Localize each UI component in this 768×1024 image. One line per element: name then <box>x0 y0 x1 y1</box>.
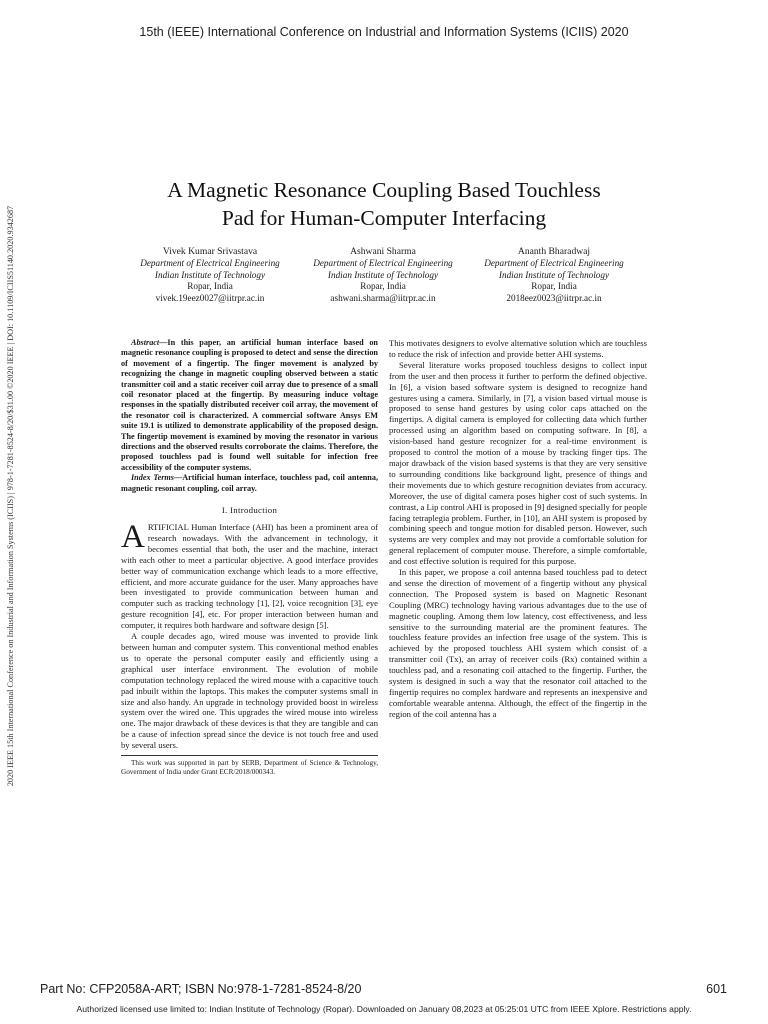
abstract <box>121 338 378 473</box>
author-location: Ropar, India <box>531 281 577 292</box>
part-number: Part No: CFP2058A-ART; ISBN No:978-1-7281-8524-8/20 <box>40 982 362 996</box>
author-inst: Indian Institute of Technology <box>154 269 266 280</box>
intro-paragraph-2: A couple decades ago, wired mouse was invented to provide link between human and computer system. This conventional method enables us to operate the personal computer easily and efficiently using a graphical user interface environment. The evolution of mobile computation technology replaced the wired mouse with a capacitive touch pad inbuilt within the laptops. This makes the computer systems small in size and also handy. An upgrade in technology provided boost in wireless system over the wired one. This upgrades the wired mouse into wireless one. The major drawback of these devices is that they are tangible and can be a cause of infection spread since the device is not touch free and used by several users. <box>121 631 378 751</box>
title-line-1: A Magnetic Resonance Coupling Based Touchless <box>167 178 601 202</box>
author-location: Ropar, India <box>360 281 406 292</box>
section-heading-introduction: I. Introduction <box>221 505 278 516</box>
conference-header: 15th (IEEE) International Conference on Industrial and Information Systems (ICIIS) 2020 <box>139 25 629 39</box>
author-1 <box>110 246 310 305</box>
author-dept: Department of Electrical Engineering <box>140 257 280 268</box>
index-terms-label: Index Terms <box>131 473 174 483</box>
left-column <box>121 338 378 777</box>
author-email: ashwani.sharma@iitrpr.ac.in <box>330 293 436 304</box>
author-dept: Department of Electrical Engineering <box>484 257 624 268</box>
drop-cap: A <box>121 519 145 555</box>
right-paragraph-3: In this paper, we propose a coil antenna based touchless pad to detect and sense the direction of movement of a fingertip without any physical connection. The Proposed system is based on Magnetic Resonant Coupling (MRC) technology having various advantages due to the use of magnetic coupling. Among them low latency, cost effectiveness, and less sensitive to the surrounding material are the prominent features. The touchless feature provides an infection free usage of the system. This is achieved by the proposed touchless AHI system which consist of a transmitter coil (Tx), an array of receiver coils (Rx) contained within a touchless pad, and a resonating coil attached to the fingertip. Further, the system is designed in such a way that the resonator coil attached to the fingertip requires no complex hardware and represents an inexpensive and comfortable wearable antenna. Although, the effect of the fingertip in the region of the coil antenna has a <box>389 567 647 719</box>
paper-title <box>60 176 708 232</box>
intro-p1-text: RTIFICIAL Human Interface (AHI) has been a prominent area of research nowadays. With the advancement in technology, it becomes essential that both, the user and the machine, interact with each other to meet a particular objective. A good interface provides better way of communication exchange which leads to a more effective, efficient, and more accurate guidance for the user. Many approaches have been investigated to provide communication between human and computer such as tracking technology [1], [2], voice recognition [3], eye gesture recognition [4], etc. For proper interaction between human and computer, it requires both hardware and software design [5]. <box>121 522 378 631</box>
author-block <box>0 246 768 308</box>
funding-footnote: This work was supported in part by SERB, Department of Science & Technology, Government of India under Grant ECR/2018/000343. <box>121 759 378 777</box>
abstract-label: Abstract <box>131 338 160 347</box>
author-inst: Indian Institute of Technology <box>327 269 439 280</box>
license-notice: Authorized licensed use limited to: Indian Institute of Technology (Ropar). Downloaded on January 08,2023 at 05:25:01 UTC from IEEE Xplore. Restrictions apply. <box>76 1004 692 1014</box>
author-email: vivek.19eez0027@iitrpr.ac.in <box>155 293 265 304</box>
abstract-text: —In this paper, an artificial human interface based on magnetic resonance coupling is proposed to detect and sense the direction of movement of a fingertip. The finger movement is analyzed by recognizing the change in magnetic coupling observed between a static transmitter coil and a static receiver coil array due to presence of a small coil resonator placed at the fingertip. By measuring induce voltage responses in the spatially distributed receiver coil array, the movement of the resonator coil is characterized. A commercial software Ansys EM suite 19.1 is utilized to demonstrate applicability of the proposed design. The fingertip movement is examined by moving the resonator in various directions and the observed results corroborate the claims. Therefore, the proposed touchless pad is found well suitable for infection free accessibility of the computer systems. <box>121 338 378 472</box>
author-name: Vivek Kumar Srivastava <box>162 246 258 257</box>
author-location: Ropar, India <box>187 281 233 292</box>
author-inst: Indian Institute of Technology <box>498 269 610 280</box>
author-3 <box>454 246 654 305</box>
author-name: Ashwani Sharma <box>350 246 416 257</box>
author-dept: Department of Electrical Engineering <box>313 257 453 268</box>
right-column <box>389 338 647 720</box>
title-line-2: Pad for Human-Computer Interfacing <box>221 206 547 230</box>
footnote-rule <box>121 755 378 756</box>
intro-paragraph-1 <box>121 519 378 631</box>
index-terms-text: —Artificial human interface, touchless pad, coil antenna, magnetic resonant coupling, coil array. <box>121 473 379 493</box>
author-2 <box>283 246 483 305</box>
index-terms <box>121 473 378 494</box>
author-email: 2018eez0023@iitrpr.ac.in <box>506 293 602 304</box>
doi-side-strip: 2020 IEEE 15th International Conference on Industrial and Information Systems (ICIIS) | 978-1-7281-8524-8/20/$31.00 ©2020 IEEE | DOI: 10.1109/ICIIS51140.2020.9342687 <box>6 205 15 787</box>
author-name: Ananth Bharadwaj <box>517 246 591 257</box>
right-paragraph-2: Several literature works proposed touchless designs to collect input from the user and then process it further to perform the defined objective. In [6], a vision based software system is designed to recognize hand gestures using a camera. Similarly, in [7], a vision based virtual mouse is proposed to sense hand gestures by using color caps attached on the fingertips. A digital camera is employed for collecting data which further processed using an algorithm based on computing software. In [8], a vision-based hand gesture recognizer for a real-time environment is proposed to control the motion of a mouse by tracking finger tips. The major drawback of the vision based systems is that they are very sensitive to surrounding conditions like background light, presence of things and their movements due to which gesture recognition deviates from accuracy. Moreover, the use of digital camera poses higher cost of such systems. In contrast, a Lip control AHI is proposed in [9] designed specially for people facing tetraplegia problem. Further, in [10], an AHI system is proposed by combining speech and tongue motion for disabled person. However, such systems are very complex and may not provide a comfortable solution for general replacement of computer mouse. Therefore, a simple comfortable, and cost effective solution is required for this purpose. <box>389 359 647 567</box>
page-number: 601 <box>706 982 727 996</box>
right-paragraph-1: This motivates designers to evolve alternative solution which are touchless to reduce the risk of infection and provide better AHI systems. <box>389 338 647 359</box>
